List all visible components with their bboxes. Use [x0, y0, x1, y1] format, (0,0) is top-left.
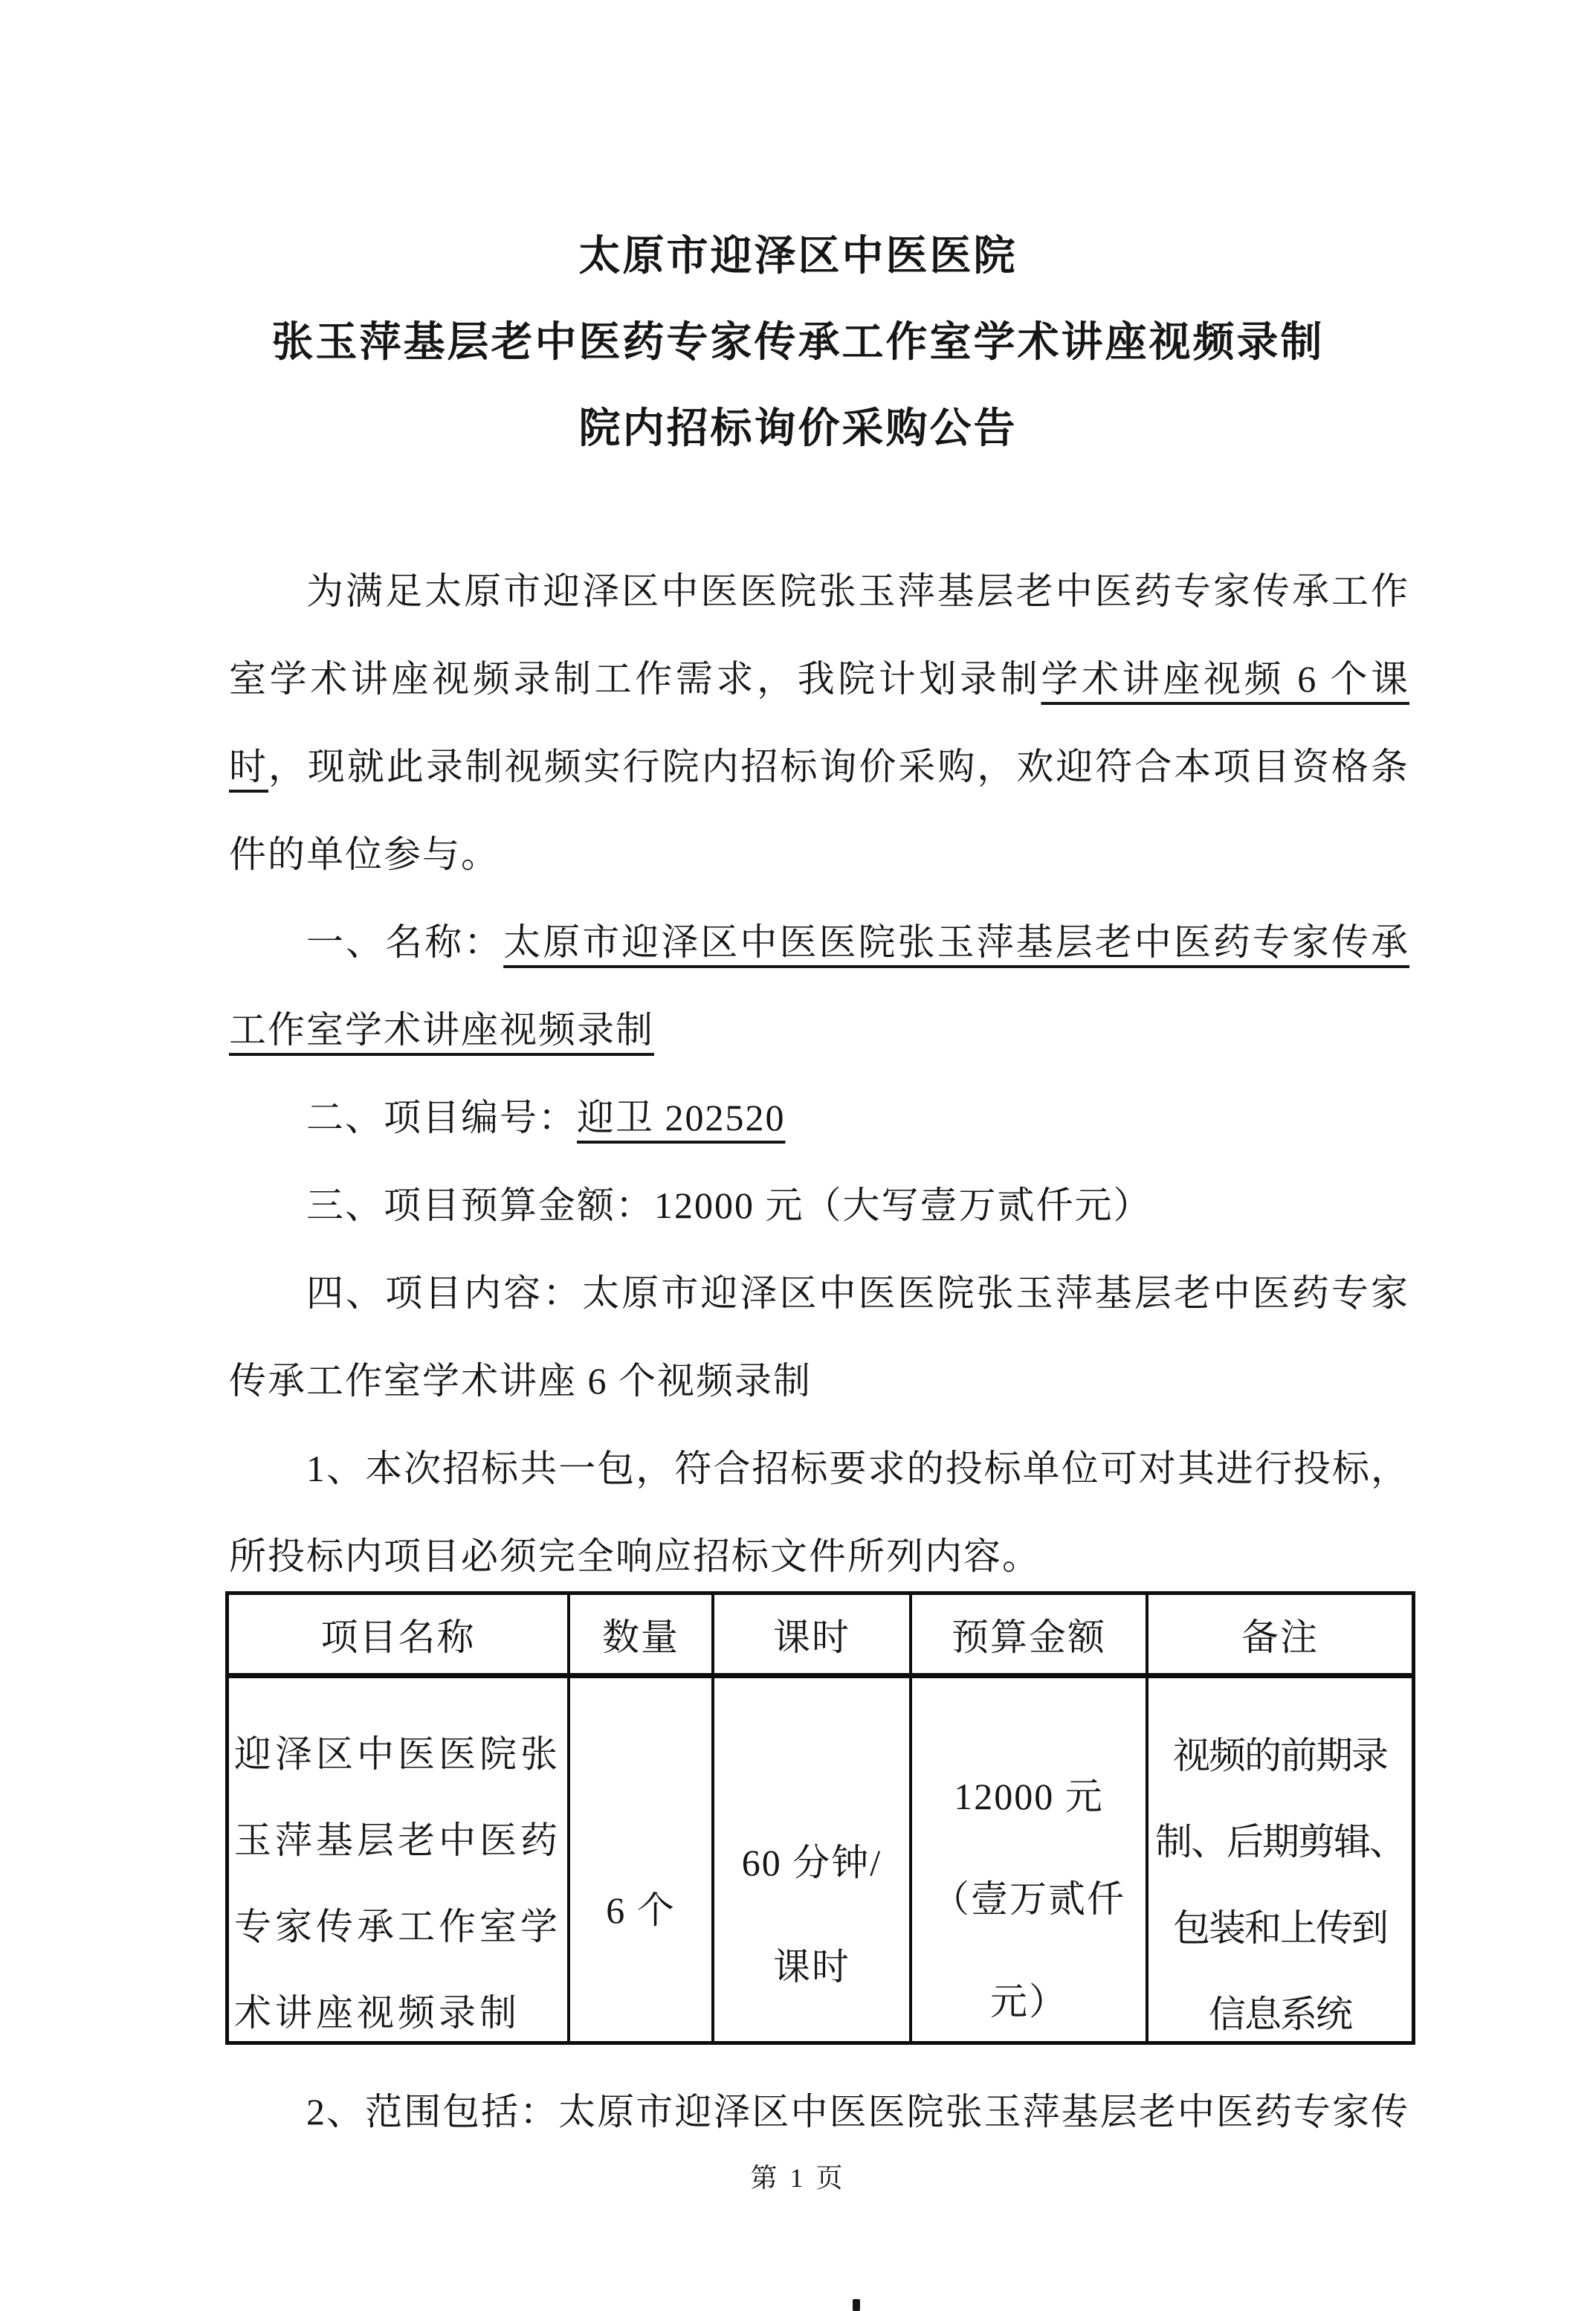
cell-line: 制、后期剪辑、: [1155, 1821, 1405, 1863]
body-line-11: [229, 1425, 1409, 1512]
underlined-text-run: 迎卫 202520: [577, 1097, 786, 1138]
text-run: 传承工作室学术讲座 6 个视频录制: [229, 1360, 812, 1402]
cell-line: 60 分钟/: [741, 1842, 882, 1883]
cell-line: 迎泽区中医医院张: [234, 1733, 561, 1775]
cell-line: 玉萍基层老中医药: [234, 1820, 561, 1861]
title-line-3: 院内招标询价采购公告: [578, 406, 1018, 452]
body-line-8-item-budget: [229, 1161, 1409, 1249]
header-remarks: 备注: [1148, 1595, 1412, 1678]
cell-item-name: [229, 1678, 570, 2041]
cell-line: 专家传承工作室学: [234, 1906, 561, 1947]
procurement-items-table: [225, 1591, 1415, 2045]
text-run: 二、项目编号：: [306, 1097, 577, 1138]
cell-line: 信息系统: [1209, 1993, 1351, 2035]
text-run: 三、项目预算金额：12000 元（大写壹万贰仟元）: [306, 1184, 1152, 1226]
body-line-6: [229, 986, 1409, 1074]
body-line-9-item-content: [229, 1249, 1409, 1337]
cell-line: 元）: [990, 1981, 1067, 2022]
body-line-5-item-name: [229, 898, 1409, 986]
cell-line: （壹万贰仟: [932, 1878, 1125, 1920]
body-line-2: [229, 635, 1409, 723]
text-run: 室学术讲座视频录制工作需求，我院计划录制: [229, 658, 1041, 700]
underlined-text-run: 时: [229, 746, 268, 787]
body-line-7-item-number: [229, 1074, 1409, 1161]
scan-artifact-mark: [853, 2299, 860, 2311]
underlined-text-run: 太原市迎泽区中医医院张玉萍基层老中医药专家传承: [503, 921, 1410, 963]
header-quantity: 数量: [570, 1595, 714, 1678]
cell-line: 课时: [773, 1946, 850, 1988]
text-run: 四、项目内容：太原市迎泽区中医医院张玉萍基层老中医药专家: [306, 1272, 1409, 1314]
text-run: 2、范围包括：太原市迎泽区中医医院张玉萍基层老中医药专家传: [306, 2091, 1409, 2133]
text-run: 为满足太原市迎泽区中医医院张玉萍基层老中医药专家传承工作: [306, 570, 1409, 612]
body-line-3: [229, 723, 1409, 810]
body-line-1: [229, 547, 1409, 635]
underlined-text-run: 工作室学术讲座视频录制: [229, 1009, 654, 1051]
cell-remarks: [1148, 1678, 1412, 2041]
body-line-13: [229, 2068, 1409, 2156]
page-number-footer: 第 1 页: [750, 2163, 846, 2193]
title-line-2: 张玉萍基层老中医药专家传承工作室学术讲座视频录制: [271, 320, 1325, 366]
header-item-name: 项目名称: [229, 1595, 570, 1678]
body-text: [229, 547, 1409, 1600]
cell-quantity: [570, 1678, 714, 2041]
cell-line: 术讲座视频录制: [234, 1992, 520, 2034]
body-line-10: [229, 1337, 1409, 1425]
title-line-1: 太原市迎泽区中医医院: [578, 233, 1018, 280]
cell-budget: [912, 1678, 1148, 2041]
cell-line: 视频的前期录: [1173, 1735, 1387, 1776]
cell-line: 12000 元: [954, 1776, 1104, 1817]
header-budget: 预算金额: [912, 1595, 1148, 1678]
body-line-12: [229, 1512, 1409, 1600]
cell-line: 包装和上传到: [1173, 1907, 1387, 1949]
body-line-4: [229, 810, 1409, 898]
text-run: 1、本次招标共一包，符合招标要求的投标单位可对其进行投标，: [306, 1448, 1409, 1489]
cell-class-hours: [714, 1678, 912, 2041]
body-text-after-table: [229, 2068, 1409, 2156]
cell-line: 6 个: [606, 1889, 676, 1931]
header-class-hours: 课时: [714, 1595, 912, 1678]
document-title: [0, 213, 1596, 472]
text-run: 件的单位参与。: [229, 834, 500, 875]
text-run: 一、名称：: [306, 921, 504, 963]
text-run: 所投标内项目必须完全响应招标文件所列内容。: [229, 1535, 1041, 1577]
text-run: ，现就此录制视频实行院内招标询价采购，欢迎符合本项目资格条: [268, 746, 1410, 787]
underlined-text-run: 学术讲座视频 6 个课: [1041, 658, 1410, 700]
